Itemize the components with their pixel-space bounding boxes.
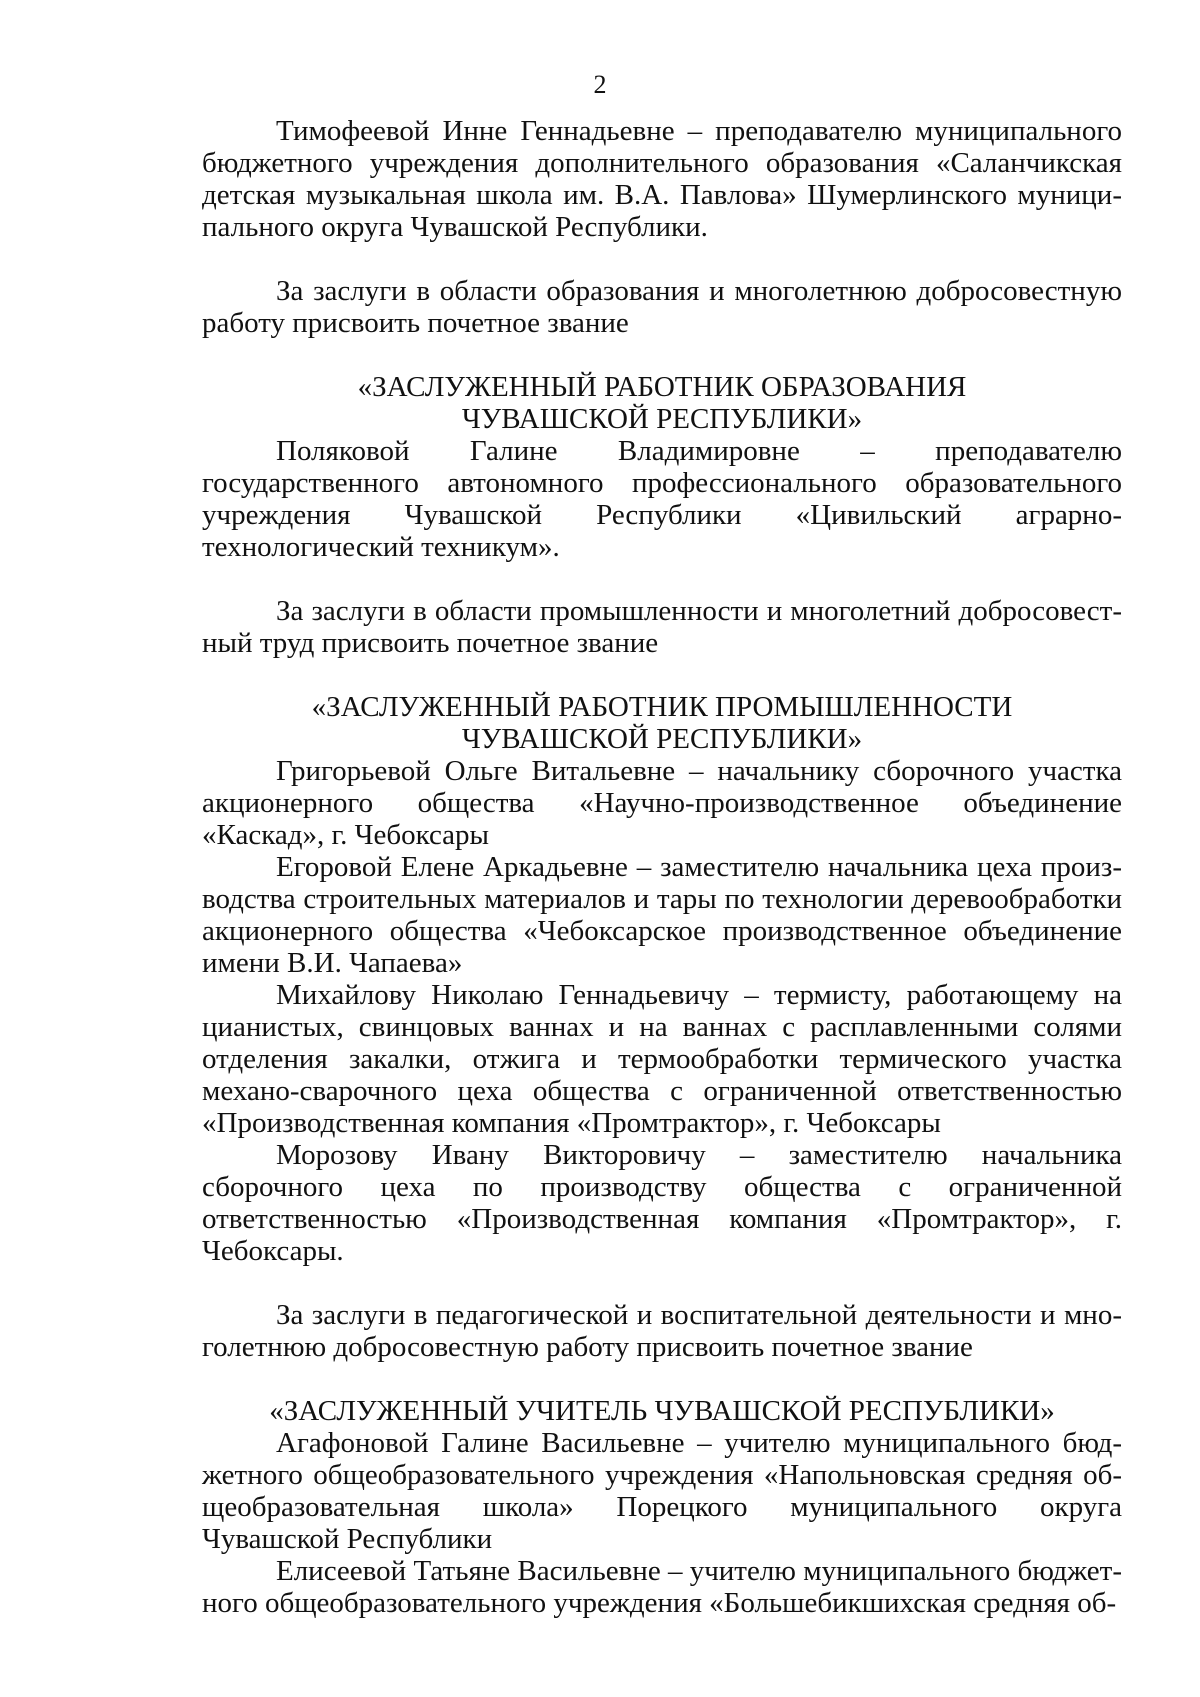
decree-paragraph: За заслуги в педагогической и воспитательной деятельности и многолетнюю добросовестную работу присвоить почетное звание [202,1299,1122,1363]
honorary-title-heading [202,371,1122,435]
award-recipient-paragraph: Морозову Ивану Викторовичу – заместителю начальника сборочного цеха по производству общества с ограниченной ответственностью «Производственная компания «Промтрактор», г. Чебоксары. [202,1139,1122,1267]
decree-paragraph: За заслуги в области образования и многолетнюю добросовестную работу присвоить почетное звание [202,275,1122,339]
decree-paragraph: За заслуги в области промышленности и многолетний добросовестный труд присвоить почетное звание [202,595,1122,659]
honorary-title-line: «ЗАСЛУЖЕННЫЙ УЧИТЕЛЬ ЧУВАШСКОЙ РЕСПУБЛИКИ» [269,1395,1055,1427]
page-number: 2 [593,70,607,99]
honorary-title-line: ЧУВАШСКОЙ РЕСПУБЛИКИ» [461,403,863,435]
award-recipient-paragraph: Елисеевой Татьяне Васильевне – учителю муниципального бюджетного общеобразовательного учреждения «Большебикшихская средняя об- [202,1555,1123,1619]
award-recipient-paragraph: Агафоновой Галине Васильевне – учителю муниципального бюджетного общеобразовательного учреждения «Напольновская средняя общеобразовательная школа» Порецкого муниципального округа Чувашской Республики [202,1427,1122,1555]
honorary-title-heading [202,1395,1122,1427]
document-body [202,115,1122,1619]
award-recipient-paragraph: Григорьевой Ольге Витальевне – начальнику сборочного участка акционерного общества «Научно-производственное объединение «Каскад», г. Чебоксары [202,755,1122,851]
award-recipient-paragraph: Тимофеевой Инне Геннадьевне – преподавателю муниципального бюджетного учреждения дополнительного образования «Саланчикская детская музыкальная школа им. В.А. Павлова» Шумерлинского муниципального округа Чувашской Республики. [202,115,1122,243]
honorary-title-line: «ЗАСЛУЖЕННЫЙ РАБОТНИК ОБРАЗОВАНИЯ [357,371,967,403]
honorary-title-heading [202,691,1122,755]
award-recipient-paragraph: Михайлову Николаю Геннадьевичу – термисту, работающему на цианистых, свинцовых ваннах и на ваннах с расплавленными солями отделения закалки, отжига и термообработки термического участка механо-сварочного цеха общества с ограниченной ответственностью «Производственная компания «Промтрактор», г. Чебоксары [202,979,1122,1139]
honorary-title-line: ЧУВАШСКОЙ РЕСПУБЛИКИ» [461,723,863,755]
award-recipient-paragraph: Поляковой Галине Владимировне – преподавателю государственного автономного профессионального образовательного учреждения Чувашской Республики «Цивильский аграрно-технологический техникум». [202,435,1122,563]
award-recipient-paragraph: Егоровой Елене Аркадьевне – заместителю начальника цеха производства строительных материалов и тары по технологии деревообработки акционерного общества «Чебоксарское производственное объединение имени В.И. Чапаева» [202,851,1122,979]
honorary-title-line: «ЗАСЛУЖЕННЫЙ РАБОТНИК ПРОМЫШЛЕННОСТИ [311,691,1013,723]
